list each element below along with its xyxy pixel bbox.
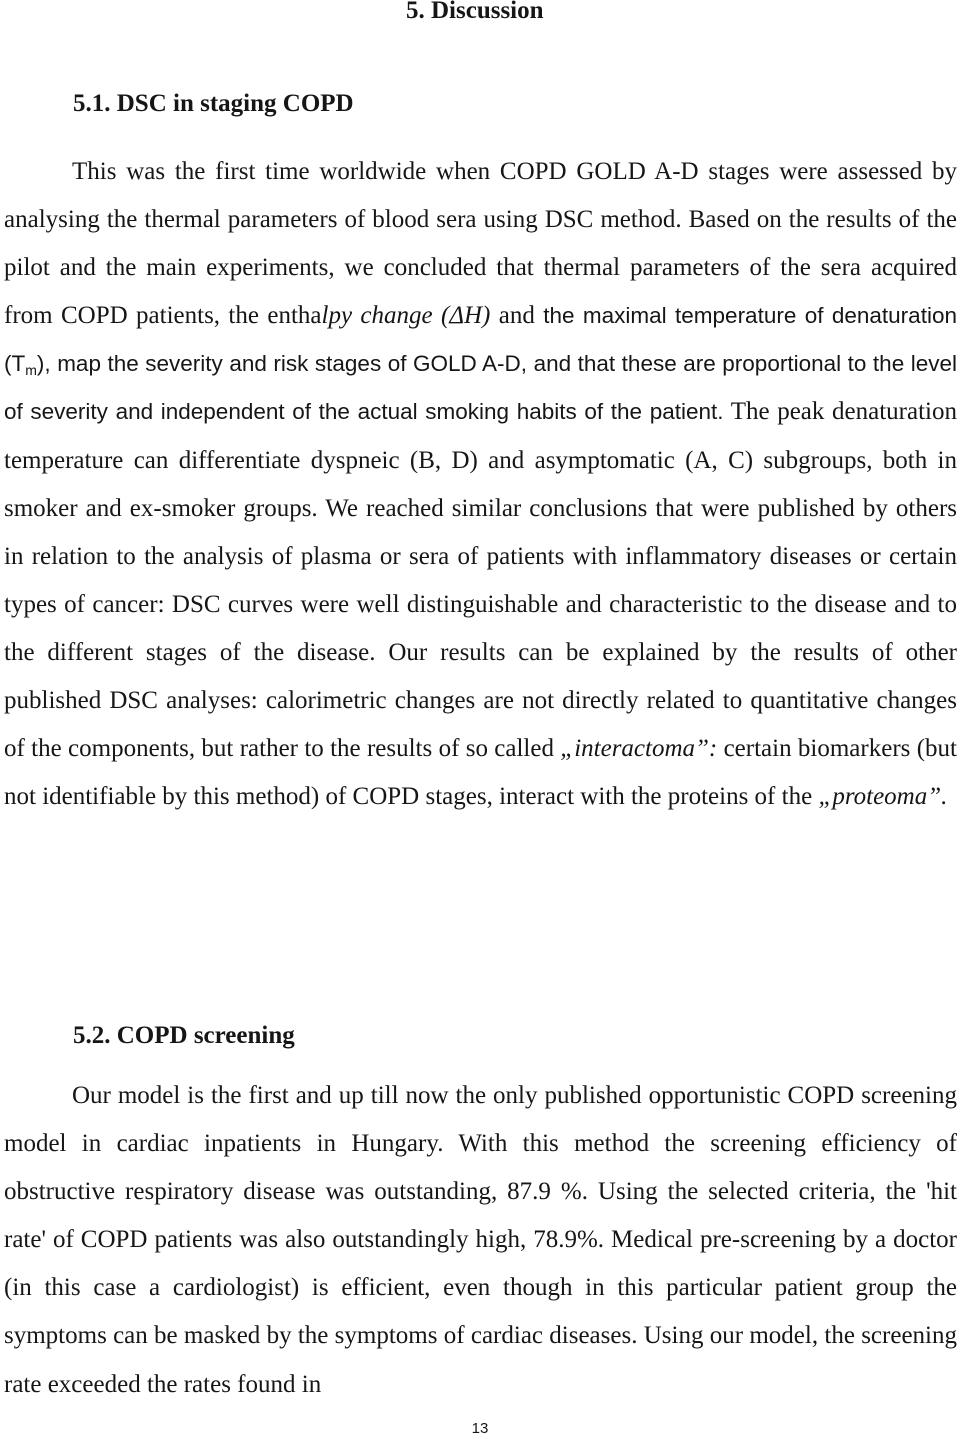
subscript-text: m: [25, 362, 37, 379]
text-run: The peak denaturation temperature can differentiate dyspneic (B, D) and asymptomatic (A, C) subgroups, both in smoker and ex-smoker groups. We reached similar conclusions that were published by others in relation to the analysis of plasma or sera of patients with inflammatory diseases or certain types of cancer: DSC curves were well distinguishable and characteristic to the disease and to the different stages of the disease. Our results can be explained by the results of other published DSC analyses: calorimetric changes are not directly related to quantitative changes of the components, but rather to the results of so called: [4, 398, 957, 763]
section-heading: 5. Discussion: [406, 0, 544, 24]
text-run: ), map the severity and risk stages of GOLD A-D, and that these are proportional to the level of severity and independent of the actual smoking habits of the patient.: [4, 351, 957, 425]
italic-text-run: „interactoma”:: [560, 735, 718, 763]
text-run: This was the first time worldwide when COPD GOLD A-D stages were assessed by analysing the thermal parameters of blood sera using DSC method. Based on the results of the pilot and the main experiments, we concluded that thermal parameters of the sera acquired from COPD patients, the entha: [4, 158, 957, 330]
page-number: 13: [471, 1420, 489, 1437]
text-run: certain biomarkers (but not identifiable by this method) of COPD stages, interact with the proteins of the: [4, 735, 957, 811]
subsection-heading-5-1: 5.1. DSC in staging COPD: [73, 90, 354, 117]
paragraph-copd-screening: [4, 1072, 957, 1409]
paragraph-dsc-staging: [4, 148, 957, 821]
italic-text-run: lpy change (ΔH): [321, 302, 491, 330]
italic-text-run: „proteoma”.: [818, 783, 948, 811]
text-run: the maximal temperature of denaturation (T: [4, 303, 957, 377]
text-run: and: [490, 302, 544, 330]
text-run: Our model is the first and up till now the only published opportunistic COPD screening model in cardiac inpatients in Hungary. With this method the screening efficiency of obstructive respiratory disease was outstanding, 87.9 %. Using the selected criteria, the 'hit rate' of COPD patients was also outstandingly high, 78.9%. Medical pre-screening by a doctor (in this case a cardiologist) is efficient, even though in this particular patient group the symptoms can be masked by the symptoms of cardiac diseases. Using our model, the screening rate exceeded the rates found in: [4, 1082, 957, 1398]
subsection-heading-5-2: 5.2. COPD screening: [73, 1022, 295, 1049]
